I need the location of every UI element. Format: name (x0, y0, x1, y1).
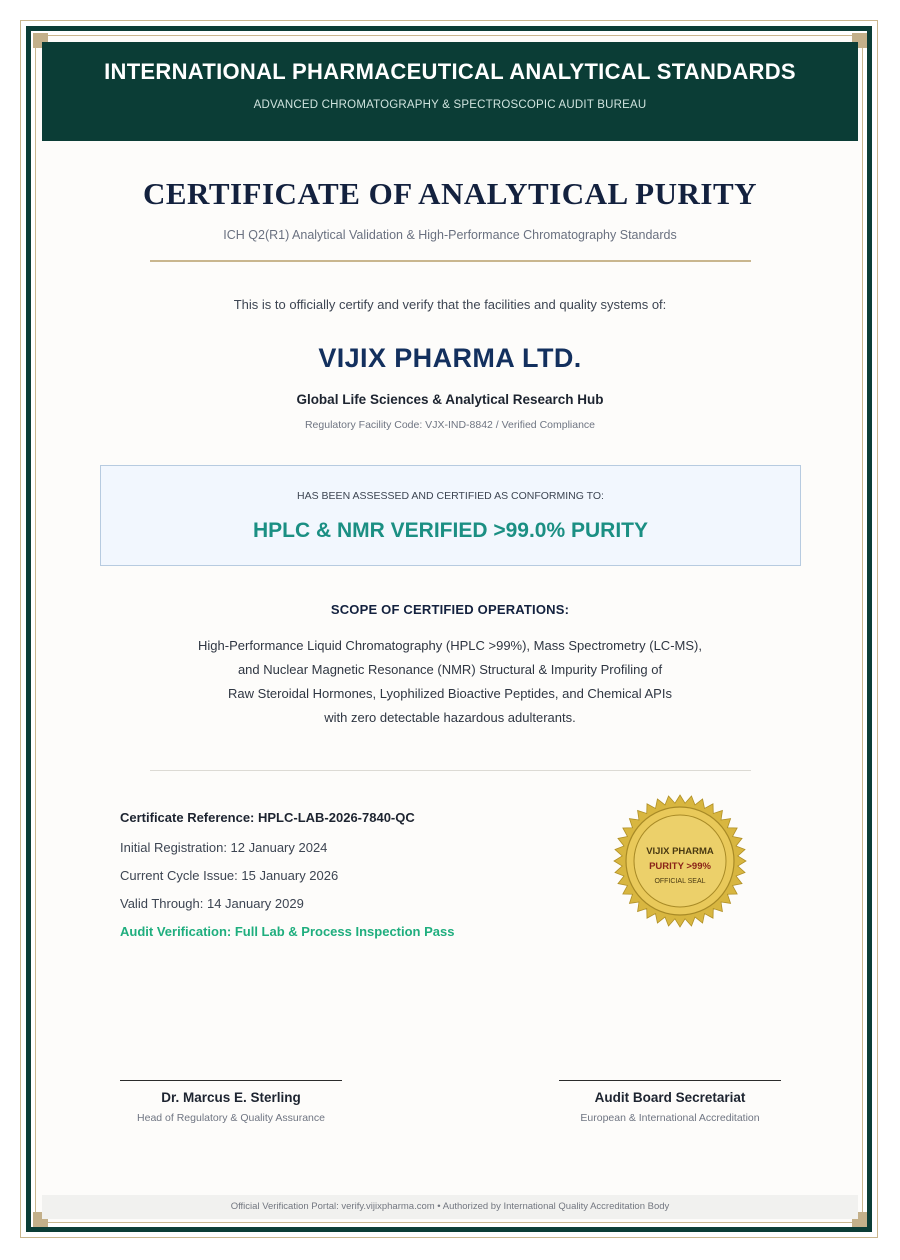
audit-verification: Audit Verification: Full Lab & Process Inspection Pass (120, 924, 455, 939)
scope-line: with zero detectable hazardous adulterants. (324, 710, 576, 725)
standards-line: ICH Q2(R1) Analytical Validation & High-Performance Chromatography Standards (223, 228, 677, 242)
conformance-label: HAS BEEN ASSESSED AND CERTIFIED AS CONFORMING TO: (297, 490, 604, 502)
facility-code: Regulatory Facility Code: VJX-IND-8842 / Verified Compliance (304, 419, 596, 431)
scope-title: SCOPE OF CERTIFIED OPERATIONS: (330, 602, 570, 617)
conformance-value: HPLC & NMR VERIFIED >99.0% PURITY (253, 519, 648, 542)
conformance-box (100, 465, 801, 566)
certificate-page (35, 35, 863, 1223)
scope-line: and Nuclear Magnetic Resonance (NMR) Structural & Impurity Profiling of (237, 662, 663, 677)
grey-divider (150, 770, 751, 771)
seal-line-2: PURITY >99% (649, 861, 711, 872)
official-seal-icon (612, 793, 748, 929)
certificate-title: CERTIFICATE OF ANALYTICAL PURITY (142, 176, 758, 211)
initial-registration: Initial Registration: 12 January 2024 (120, 840, 328, 855)
company-name: VIJIX PHARMA LTD. (318, 343, 582, 373)
signatory-role: Head of Regulatory & Quality Assurance (137, 1112, 325, 1124)
company-division: Global Life Sciences & Analytical Research Hub (296, 392, 604, 407)
scope-line: High-Performance Liquid Chromatography (HPLC >99%), Mass Spectrometry (LC-MS), (198, 638, 702, 653)
gold-divider (150, 260, 751, 262)
organization-title: INTERNATIONAL PHARMACEUTICAL ANALYTICAL STANDARDS (104, 59, 796, 84)
organization-subtitle: ADVANCED CHROMATOGRAPHY & SPECTROSCOPIC AUDIT BUREAU (253, 99, 647, 111)
signatory-role: European & International Accreditation (580, 1112, 760, 1124)
scope-line: Raw Steroidal Hormones, Lyophilized Bioactive Peptides, and Chemical APIs (228, 686, 672, 701)
signatory-name: Audit Board Secretariat (594, 1090, 746, 1105)
valid-through: Valid Through: 14 January 2029 (120, 896, 304, 911)
header-banner (42, 42, 858, 141)
certify-statement: This is to officially certify and verify that the facilities and quality systems of: (233, 297, 667, 312)
verification-footer: Official Verification Portal: verify.vijixpharma.com • Authorized by International Quality Accreditation Body (42, 1195, 858, 1219)
signature-line (559, 1080, 781, 1081)
certificate-reference: Certificate Reference: HPLC-LAB-2026-7840-QC (120, 810, 415, 825)
current-cycle-issue: Current Cycle Issue: 15 January 2026 (120, 868, 339, 883)
seal-line-1: VIJIX PHARMA (646, 846, 714, 857)
seal-line-3: OFFICIAL SEAL (654, 878, 706, 885)
signatory-name: Dr. Marcus E. Sterling (161, 1090, 301, 1105)
signature-line (120, 1080, 342, 1081)
